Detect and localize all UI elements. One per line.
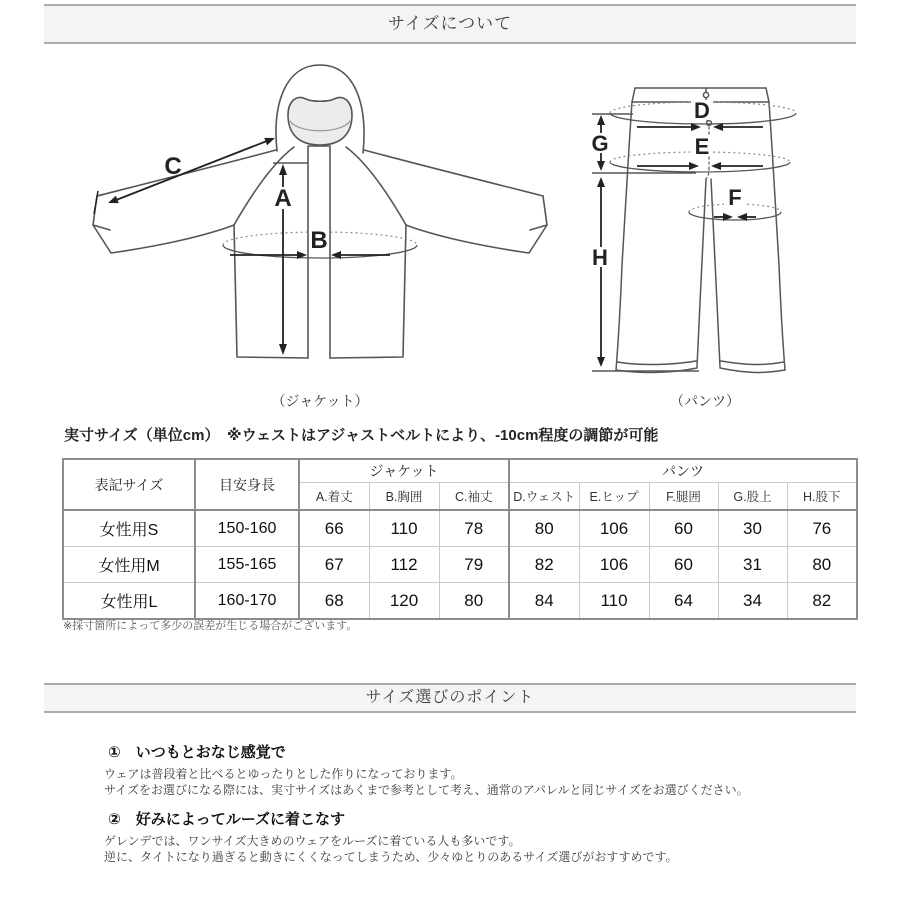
table-footnote: ※採寸箇所によって多少の誤差が生じる場合がございます。 [63,620,358,632]
measure-tick-c-end [94,191,98,214]
table-cell: 60 [649,510,718,547]
height-range: 160-170 [195,583,299,620]
table-row-s [63,510,857,547]
measure-label-h: H [592,245,608,270]
table-cell: 110 [579,583,649,620]
measure-label-b: B [310,227,328,254]
point-1 [104,741,824,798]
table-cell: 112 [369,547,439,583]
size-table [62,458,858,620]
table-cell: 80 [509,510,579,547]
section-header-points [44,683,856,713]
measure-label-d: D [694,98,710,123]
measure-label-g: G [591,131,609,156]
height-range: 150-160 [195,510,299,547]
table-cell: 78 [439,510,509,547]
table-cell: 60 [649,547,718,583]
section-header-sizes [44,4,856,44]
measure-label-f: F [728,185,742,210]
table-cell: 120 [369,583,439,620]
height-range: 155-165 [195,547,299,583]
pants-measurement-diagram [585,80,805,380]
point-1-heading: ① いつもとおなじ感覚で [108,744,286,761]
table-cell: 67 [299,547,369,583]
point-2-heading: ② 好みによってルーズに着こなす [108,811,345,828]
col-header-height: 目安身長 [195,459,299,510]
measure-arrow-c [111,139,272,202]
col-header-rise: G.股上 [718,483,787,511]
point-2-line: ゲレンデでは、ワンサイズ大きめのウェアをルーズに着ている人も多いです。 [104,834,521,848]
col-header-waist: D.ウェスト [509,483,579,511]
size-label: 女性用S [63,510,195,547]
table-cell: 82 [509,547,579,583]
measure-label-a: A [274,185,292,212]
table-cell: 80 [439,583,509,620]
table-row-m [63,547,857,583]
table-cell: 76 [787,510,857,547]
point-2 [104,808,824,865]
size-label: 女性用L [63,583,195,620]
table-cell: 34 [718,583,787,620]
table-cell: 64 [649,583,718,620]
pants-measure-arrows [592,114,763,371]
point-1-line: サイズをお選びになる際には、実寸サイズはあくまで参考として考え、通常のアパレルと同じサイズをお選びください。 [104,782,749,797]
col-header-thigh: F.腿囲 [649,483,718,511]
col-header-chest: B.胸囲 [369,483,439,511]
table-cell: 80 [787,547,857,583]
table-cell: 84 [509,583,579,620]
col-group-pants: パンツ [509,459,857,483]
col-header-inseam: H.股下 [787,483,857,511]
measure-label-e: E [694,134,710,159]
point-1-line: ウェアは普段着と比べるとゆったりとした作りになっております。 [104,767,463,781]
table-cell: 106 [579,547,649,583]
measurements-note: 実寸サイズ（単位cm） ※ウェストはアジャストベルトにより、-10cm程度の調節が可能 [64,427,659,444]
col-header-hip: E.ヒップ [579,483,649,511]
table-cell: 30 [718,510,787,547]
pants-outline [616,88,785,372]
size-label: 女性用M [63,547,195,583]
col-header-jacket-length: A.着丈 [299,483,369,511]
measure-label-c: C [164,153,182,180]
section-header-points-label: サイズ選びのポイント [365,689,535,706]
col-group-jacket: ジャケット [299,459,509,483]
table-row-l [63,583,857,620]
table-cell: 106 [579,510,649,547]
col-header-size: 表記サイズ [63,459,195,510]
table-cell: 66 [299,510,369,547]
jacket-arrowheads [108,138,341,355]
table-cell: 110 [369,510,439,547]
point-2-line: 逆に、タイトになり過ぎると動きにくくなってしまうため、少々ゆとりのあるサイズ選びがおすすめです。 [104,849,678,864]
jacket-outline [93,65,547,358]
section-header-sizes-label: サイズについて [387,14,513,33]
pants-caption: （パンツ） [670,393,740,409]
jacket-measure-arrows [94,139,390,349]
jacket-caption: （ジャケット） [271,393,369,409]
table-cell: 79 [439,547,509,583]
jacket-measurement-diagram [80,55,560,400]
table-cell: 68 [299,583,369,620]
col-header-sleeve: C.袖丈 [439,483,509,511]
table-cell: 31 [718,547,787,583]
table-cell: 82 [787,583,857,620]
